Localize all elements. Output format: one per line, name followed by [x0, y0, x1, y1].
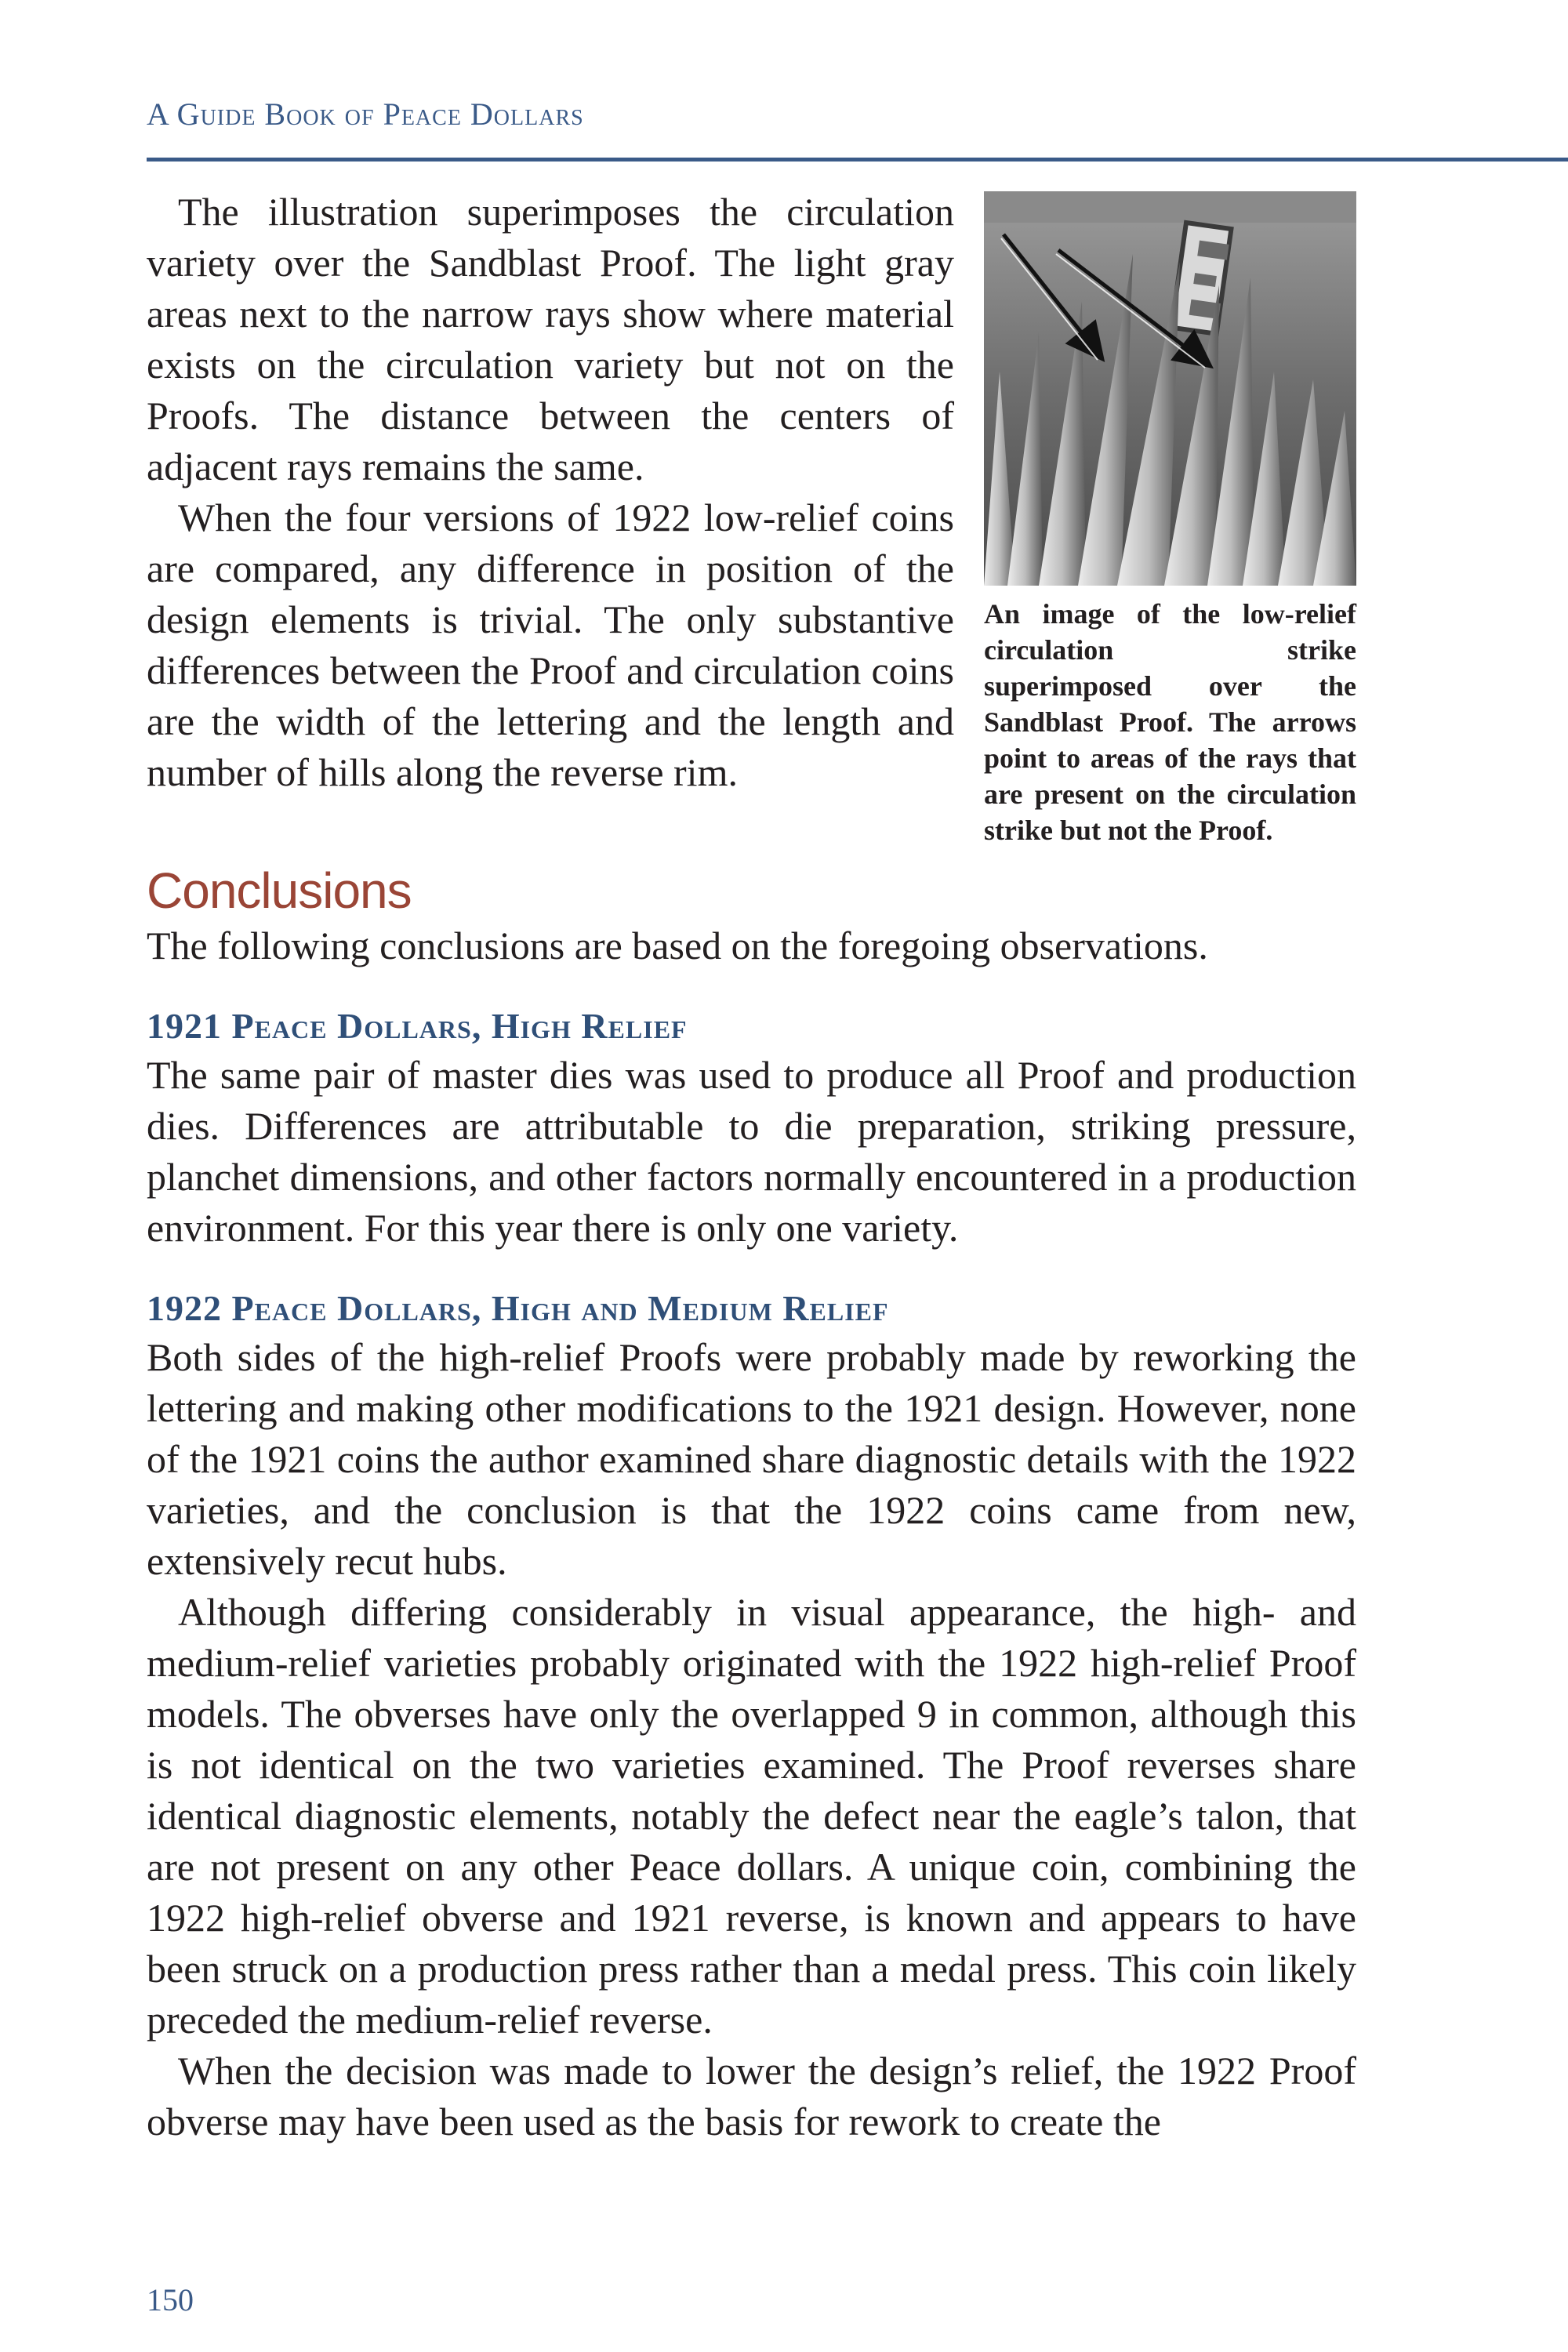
running-head: A Guide Book of Peace Dollars	[147, 96, 584, 132]
paragraph-1921: The same pair of master dies was used to produce all Proof and production dies. Differences are attributable to die preparation, striking pressure, planchet dimensions, and other factors normally encountered in a production environment. For this year there is only one variety.	[147, 1053, 1356, 1250]
figure-caption: An image of the low-relief circulation strike superimposed over the Sandblast Proof. The arrows point to areas of the rays that are present on the circulation strike but not the Proof.	[984, 598, 1356, 846]
subhead-1921: 1921 Peace Dollars, High Relief	[147, 1006, 688, 1046]
header-rule	[147, 158, 1568, 162]
subhead-1922: 1922 Peace Dollars, High and Medium Relief	[147, 1288, 889, 1328]
conclusions-section	[147, 861, 1356, 2147]
intro-column	[147, 187, 954, 798]
coin-rim	[984, 191, 1356, 223]
page-number: 150	[147, 2282, 194, 2318]
intro-paragraph-1: The illustration superimposes the circulation variety over the Sandblast Proof. The light gray areas next to the narrow rays show where material exists on the circulation variety but not on the Proofs. The distance between the centers of adjacent rays remains the same.	[147, 190, 954, 488]
conclusions-intro: The following conclusions are based on the foregoing observations.	[147, 924, 1208, 967]
section-title: Conclusions	[147, 862, 412, 919]
paragraph-1922-3: When the decision was made to lower the design’s relief, the 1922 Proof obverse may have been used as the basis for rework to create the	[147, 2049, 1356, 2143]
coin-closeup-image	[984, 191, 1356, 586]
intro-paragraph-2: When the four versions of 1922 low-relief coins are compared, any difference in position of the design elements is trivial. The only substantive differences between the Proof and circulation coins are the width of the lettering and the length and number of hills along the reverse rim.	[147, 495, 954, 794]
paragraph-1922-1: Both sides of the high-relief Proofs were probably made by reworking the lettering and making other modifications to the 1921 design. However, none of the 1921 coins the author examined share diagnostic details with the 1922 varieties, and the conclusion is that the 1922 coins came from new, extensively recut hubs.	[147, 1335, 1356, 1583]
paragraph-1922-2: Although differing considerably in visual appearance, the high- and medium-relief varieties probably originated with the 1922 high-relief Proof models. The obverses have only the overlapped 9 in common, although this is not identical on the two varieties examined. The Proof reverses share identical diagnostic elements, notably the defect near the eagle’s talon, that are not present on any other Peace dollars. A unique coin, combining the 1922 high-relief obverse and 1921 reverse, is known and appears to have been struck on a production press rather than a medal press. This coin likely preceded the medium-relief reverse.	[147, 1590, 1356, 2042]
